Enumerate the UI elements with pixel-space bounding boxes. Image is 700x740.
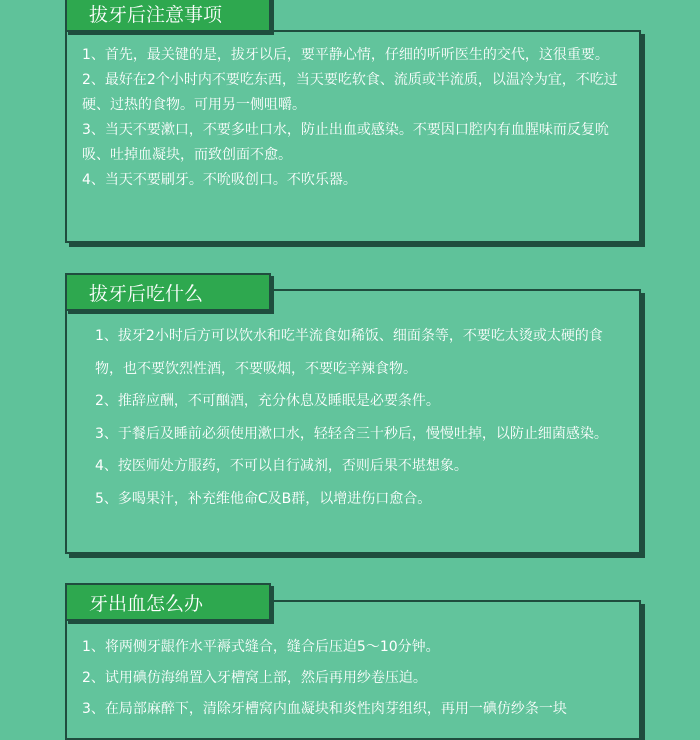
- list-item: 1、将两侧牙龈作水平褥式缝合，缝合后压迫5～10分钟。: [82, 639, 440, 655]
- list-item: 2、最好在2个小时内不要吃东西，当天要吃软食、流质或半流质，以温冷为宜，不吃过硬、过热的食物。可用另一侧咀嚼。: [82, 72, 618, 113]
- list-item: 3、于餐后及睡前必须使用漱口水，轻轻含三十秒后，慢慢吐掉，以防止细菌感染。: [95, 425, 608, 442]
- list-item: 5、多喝果汁，补充维他命C及B群，以增进伤口愈合。: [95, 490, 432, 507]
- list-item: 4、按医师处方服药，不可以自行减剂，否则后果不堪想象。: [95, 458, 468, 474]
- list-item: 1、拔牙2小时后方可以饮水和吃半流食如稀饭、细面条等，不要吃太烫或太硬的食物，也不要饮烈性酒，不要吸烟，不要吃辛辣食物。: [95, 328, 603, 377]
- list-item: 4、当天不要刷牙。不吮吸创口。不吹乐器。: [82, 172, 357, 188]
- section-title-bleeding: 牙出血怎么办: [65, 583, 271, 621]
- section-body-bleeding: [82, 632, 627, 725]
- list-item: 3、在局部麻醉下，清除牙槽窝内血凝块和炎性肉芽组织，再用一碘仿纱条一块: [82, 701, 567, 717]
- section-title-aftercare: 拔牙后注意事项: [65, 0, 271, 32]
- section-title-diet: 拔牙后吃什么: [65, 273, 271, 311]
- list-item: 3、当天不要漱口，不要多吐口水，防止出血或感染。不要因口腔内有血腥味而反复吮吸、吐掉血凝块，而致创面不愈。: [82, 122, 609, 163]
- list-item: 2、试用碘仿海绵置入牙槽窝上部，然后再用纱卷压迫。: [82, 670, 427, 686]
- list-item: 2、推辞应酬，不可酗酒，充分休息及睡眠是必要条件。: [95, 393, 440, 409]
- section-body-aftercare: [82, 43, 627, 193]
- section-body-diet: [95, 320, 625, 515]
- list-item: 1、首先，最关键的是，拔牙以后，要平静心情，仔细的听听医生的交代，这很重要。: [82, 47, 609, 63]
